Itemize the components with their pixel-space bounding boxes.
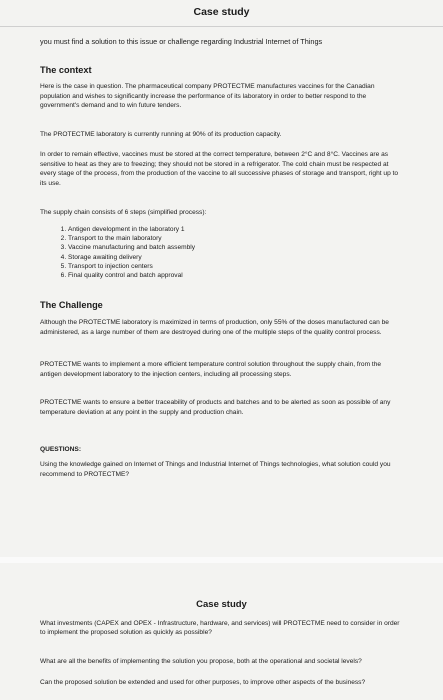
question-3: Can the proposed solution be extended and used for other purposes, to improve other aspects of the business? [40,679,366,686]
divider [0,26,443,27]
intro-text: you must find a solution to this issue or challenge regarding Industrial Internet of Things [40,37,323,46]
question-2: What are all the benefits of implementing the solution you propose, both at the operational and societal levels? [40,658,362,665]
questions-paragraph: Using the knowledge gained on Internet of Things and Industrial Internet of Things technologies, what solution could you recommend to PROTECTME? [40,461,391,478]
challenge-paragraph-3: PROTECTME wants to ensure a better traceability of products and batches and to be alerted as soon as possible of any temperature deviation at any point in the supply and production chain. [40,399,391,416]
question-1: What investments (CAPEX and OPEX - Infrastructure, hardware, and services) will PROTECTME need to consider in order to implement the proposed solution as quickly as possible? [40,620,400,637]
list-item: 5. Transport to injection centers [68,262,195,271]
supply-chain-intro: The supply chain consists of 6 steps (simplified process): [40,209,207,216]
context-heading: The context [40,65,92,75]
questions-heading: QUESTIONS: [40,446,82,453]
challenge-paragraph-2: PROTECTME wants to implement a more efficient temperature control solution throughout the supply chain, from the antigen development laboratory to the injection centers, including all processing steps. [40,361,382,378]
supply-chain-steps [56,225,195,280]
context-paragraph-1: Here is the case in question. The pharmaceutical company PROTECTME manufactures vaccines for the Canadian population and wishes to significantly increase the performance of its laboratory in order to better respond to the government's demand and to win future tenders. [40,83,375,110]
challenge-paragraph-1: Although the PROTECTME laboratory is maximized in terms of production, only 55% of the doses manufactured can be administered, as a large number of them are destroyed during one of the multiple steps of the quality control process. [40,319,389,336]
page-title: Case study [196,599,247,610]
context-paragraph-2: The PROTECTME laboratory is currently running at 90% of its production capacity. [40,131,282,138]
context-paragraph-3: In order to remain effective, vaccines must be stored at the correct temperature, between 2°C and 8°C. Vaccines are as sensitive to heat as they are to freezing; they should not be stored in a refrigerator. The cold chain must be respected at every stage of the process, from the production of the vaccine to all successive phases of storage and transport, right up to its use. [40,151,399,187]
list-item: 4. Storage awaiting delivery [68,253,195,262]
list-item: 1. Antigen development in the laboratory 1 [68,225,195,234]
list-item: 6. Final quality control and batch approval [68,271,195,280]
list-item: 3. Vaccine manufacturing and batch assembly [68,243,195,252]
page-title: Case study [193,6,250,18]
document-page-2 [0,563,443,700]
list-item: 2. Transport to the main laboratory [68,234,195,243]
challenge-heading: The Challenge [40,300,103,310]
